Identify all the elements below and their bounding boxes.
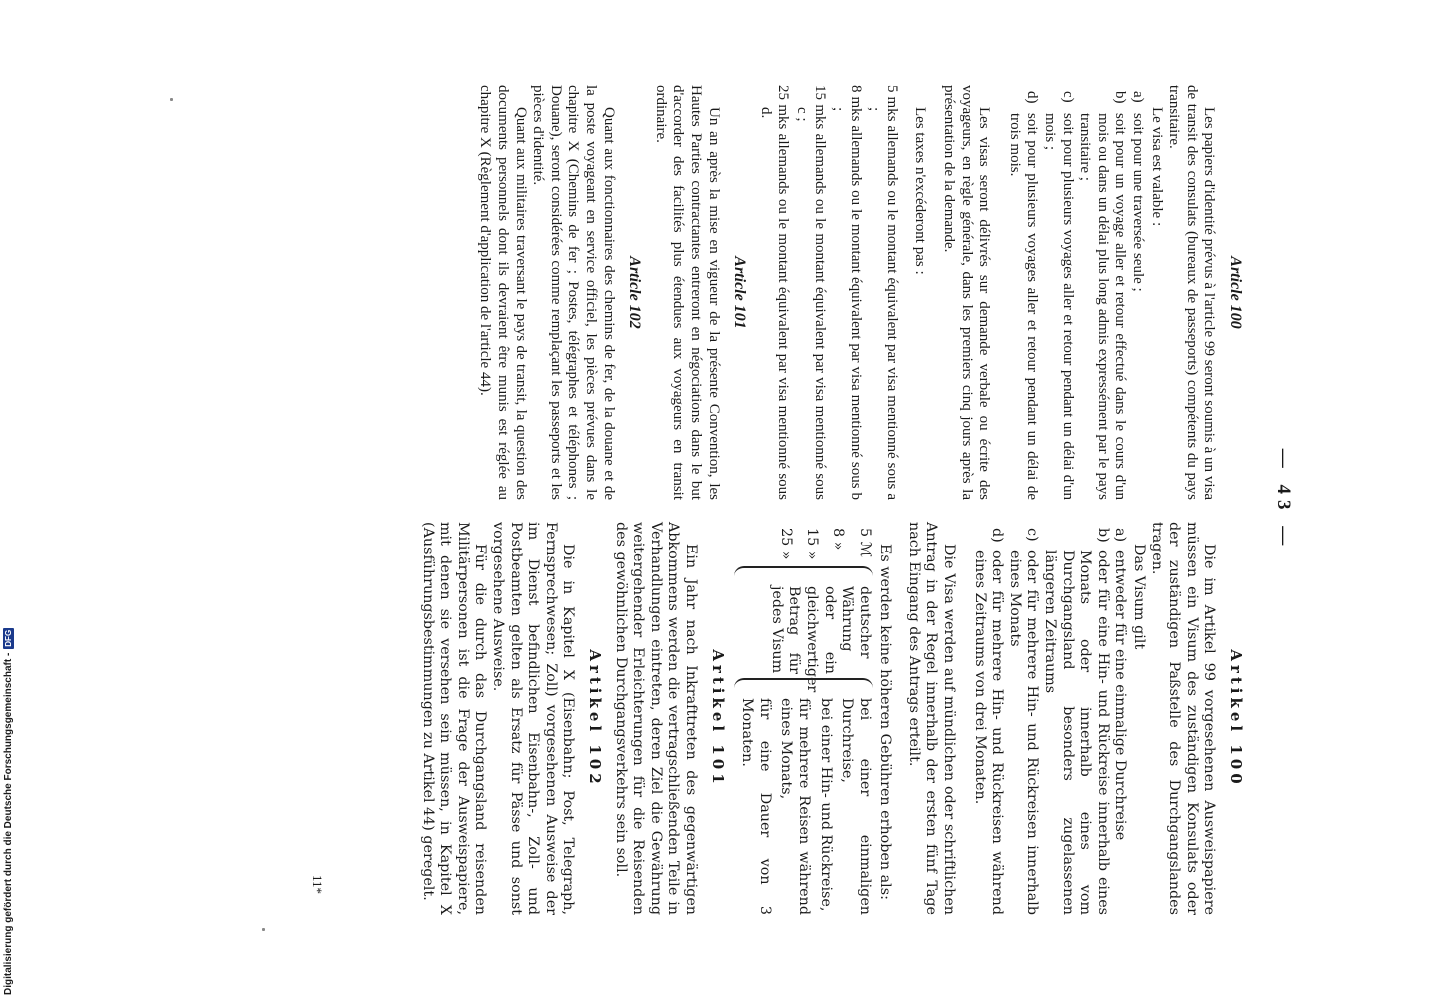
article-100-paragraph-4-de: Es werden keine höheren Gebühren erhoben als: — [877, 544, 894, 900]
article-102-title-de: Artikel 102 — [586, 649, 604, 788]
list-item: a) soit pour une traversée seule ; — [1130, 91, 1147, 292]
dfg-logo-icon: DFG — [3, 629, 13, 647]
footer-signature-number: 11* — [310, 875, 325, 895]
article-100-paragraph-3-fr: Les visas seront délivrés sur demande verbale ou écrite des voyageurs, en règle générale, dans les premiers cinq jours après la présentation de la demande. — [941, 85, 993, 500]
article-100-title-de: Artikel 100 — [1227, 649, 1245, 788]
list-item: b) oder für eine Hin- und Rückreise innerhalb eines Monats oder innerhalb eines vom Durchgangsland besonders zugelassenen längeren Zeitraums — [1042, 528, 1111, 915]
article-102-paragraph-1-de: Die in Kapitel X (Eisenbahn; Post, Telegraph, Fernsprechwesen; Zoll) vorgesehenen Ausweise der im Dienst befindlichen Eisenbahn-, Zoll- und Postbeamten gelten als Ersatz für Pässe und sonst vorgesehene Ausweise. — [490, 522, 577, 915]
article-101-title-de: Artikel 101 — [708, 649, 727, 788]
tax-line: 5 mks allemands ou le montant équivalent par visa mentionné sous a ; — [866, 85, 900, 500]
tax-line: 8 mks allemands ou le montant équivalent par visa mentionné sous b ; — [830, 85, 864, 500]
article-100-paragraph-1-de: Die im Artikel 99 vorgesehenen Ausweispapiere müssen ein Visum des zuständigen Konsulats oder der zuständigen Paßstelle des Durchgangslandes tragen. — [1148, 522, 1218, 915]
french-column — [476, 85, 1252, 500]
list-item: c) oder für mehrere Hin- und Rückreisen innerhalb eines Monats — [1006, 528, 1041, 915]
digitization-credit — [0, 595, 16, 995]
visa-options-list-de — [970, 522, 1128, 915]
article-101-paragraph-1-fr: Un an après la mise en vigueur de la présente Convention, les Hautes Parties contractantes entreront en négociations dans le but d'accorder des facilités plus étendues aux voyageurs en transit ordinaire. — [652, 85, 722, 500]
article-101-title-fr: Article 101 — [731, 256, 749, 329]
list-item: d) oder für mehrere Hin- und Rückreisen während eines Zeitraums von drei Monaten. — [971, 528, 1006, 915]
list-item: c) soit pour plusieurs voyages aller et retour pendant un délai d'un mois ; — [1042, 91, 1076, 500]
article-100-paragraph-2-fr: Le visa est valable : — [1148, 107, 1165, 227]
credit-text: Digitalisierung gefördert durch die Deutsche Forschungsgemeinschaft - — [2, 652, 14, 995]
article-102-paragraph-2-fr: Quant aux militaires traversant le pays de transit, la question des documents personnels dont ils devraient être munis est réglée au chapitre X (Règlement d'application de l'article 44). — [477, 85, 529, 500]
german-column — [418, 522, 1252, 915]
fee-conditions: bei einer einmaligen Durchreise, bei einer Hin- und Rückreise, für mehrere Reisen während eines Monats, für eine Dauer von 3 Monaten. — [739, 698, 873, 915]
scan-speck — [262, 928, 265, 931]
fee-table-de — [734, 522, 873, 915]
article-102-paragraph-1-fr: Quant aux fonctionnaires des chemins de fer, de la douane et de la poste voyageant en service officiel, les pièces prévues dans le chapitre X (Chemins de fer ; Postes, télégraphes et téléphones ; Douane), seront considérées comme remplaçant les passeports et les pièces d'identité. — [530, 85, 617, 500]
list-item: b) soit pour un voyage aller et retour effectué dans le cours d'un mois ou dans un délai plus long admis expressément par le pays transitaire ; — [1077, 91, 1129, 500]
tax-line: 25 mks allemands ou le montant équivalent par visa mentionné sous d. — [757, 85, 792, 500]
article-100-paragraph-1-fr: Les papiers d'identité prévus à l'article 99 seront soumis à un visa de transit des consulats (bureaux de passeports) compétents du pays transitaire. — [1166, 85, 1218, 500]
fee-amounts: 5 ℳ 8 » 15 » 25 » — [777, 528, 873, 560]
article-100-paragraph-3-de: Die Visa werden auf mündlichen oder schriftlichen Antrag in der Regel innerhalb der ersten fünf Tage nach Eingang des Antrags erteilt. — [905, 522, 958, 915]
visa-options-list-fr — [1005, 85, 1146, 500]
tax-line: 15 mks allemands ou le montant équivalent par visa mentionné sous c ; — [793, 85, 828, 500]
article-101-paragraph-1-de: Ein Jahr nach Inkrafttreten des gegenwärtigen Abkommens werden die vertragschließenden Teile in Verhandlungen eintreten, deren Ziel die Gewährung weitergehender Erleichterungen für die Reisenden des gewöhnlichen Durchgangsverkehrs sein soll. — [612, 522, 699, 915]
article-100-title-fr: Article 100 — [1227, 256, 1244, 329]
page-number: — 43 — — [1273, 448, 1294, 552]
article-102-title-fr: Article 102 — [626, 256, 644, 329]
article-102-paragraph-2-de: Für die durch das Durchgangsland reisenden Militärpersonen ist die Frage der Ausweispapiere, mit denen sie versehen sein müssen, in Kapitel X (Ausführungsbestimmungen zu Artikel 44) geregelt. — [419, 522, 489, 915]
rotated-document-page — [300, 85, 1300, 915]
brace — [734, 566, 873, 582]
article-100-paragraph-2-de: Das Visum gilt — [1131, 544, 1148, 650]
list-item: a) entweder für eine einmalige Durchreise — [1112, 528, 1129, 841]
scan-speck — [170, 98, 173, 101]
brace — [734, 678, 873, 694]
fee-currency-note: deutscher Währung oder ein gleichwertiger Betrag für jedes Visum — [768, 586, 873, 693]
article-100-paragraph-4-fr: Les taxes n'excéderont pas : — [912, 107, 929, 275]
list-item: d) soit pour plusieurs voyages aller et retour pendant un délai de trois mois. — [1006, 91, 1041, 500]
